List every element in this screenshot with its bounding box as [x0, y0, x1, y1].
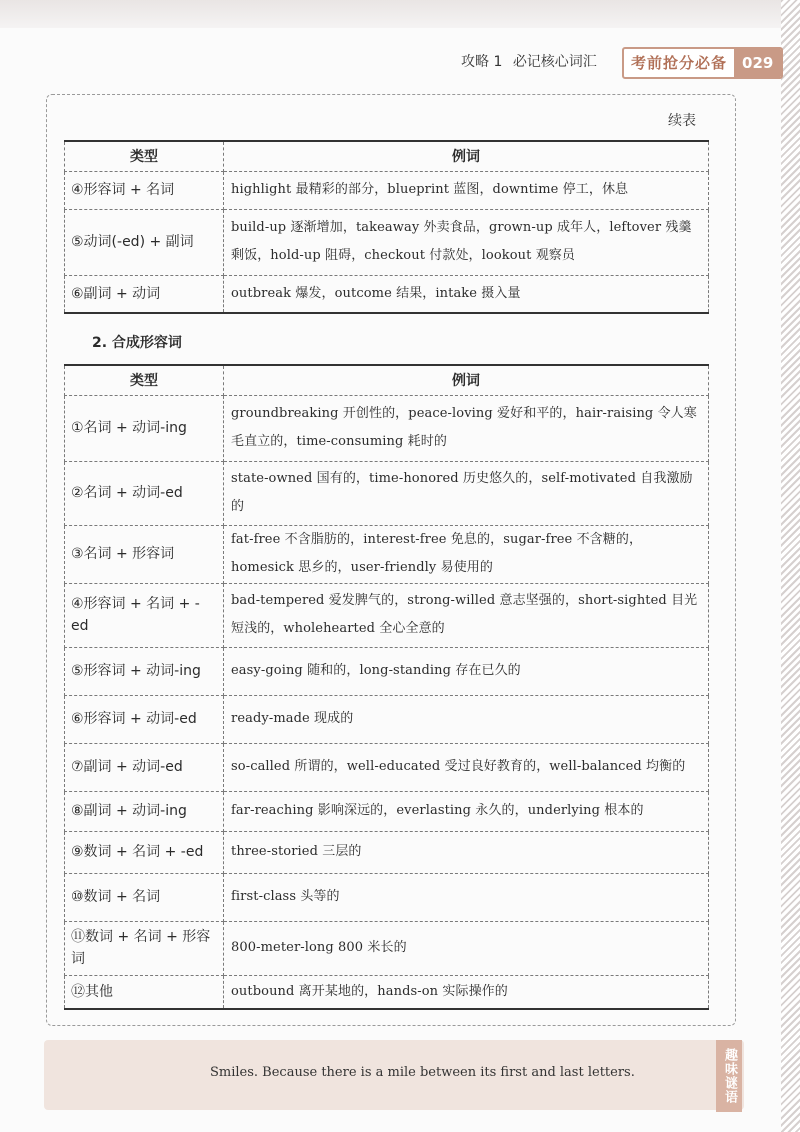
row-examples: far-reaching 影响深远的，everlasting 永久的，underlying 根本的: [224, 791, 709, 831]
row-examples: three-storied 三层的: [224, 831, 709, 873]
table-compound-nouns-continued: [64, 140, 709, 314]
row-type: ④形容词 + 名词 + -ed: [65, 583, 224, 647]
row-examples: easy-going 随和的，long-standing 存在已久的: [224, 647, 709, 695]
table-row: [65, 461, 709, 525]
row-type: ⑥副词 + 动词: [65, 275, 224, 313]
row-type: ①名词 + 动词-ing: [65, 395, 224, 461]
row-type: ⑪数词 + 名词 + 形容词: [65, 921, 224, 975]
table-row: [65, 209, 709, 275]
header-chapter: 攻略 1: [461, 54, 503, 70]
row-examples: outbound 离开某地的，hands-on 实际操作的: [224, 975, 709, 1009]
row-examples: first-class 头等的: [224, 873, 709, 921]
row-type: ⑨数词 + 名词 + -ed: [65, 831, 224, 873]
brand-tag: [622, 47, 783, 79]
page-number: 029: [734, 49, 781, 77]
row-examples: highlight 最精彩的部分，blueprint 蓝图，downtime 停工，休息: [224, 171, 709, 209]
table-row: [65, 695, 709, 743]
table-header-row: [65, 365, 709, 395]
table-row: [65, 171, 709, 209]
header-section: 必记核心词汇: [512, 54, 597, 70]
fun-riddle-tab: [716, 1040, 742, 1112]
header-breadcrumb: [461, 51, 603, 71]
fun-riddle-label: 趣味谜语: [722, 1048, 737, 1104]
edge-hatch: [781, 0, 800, 1132]
row-type: ⑫其他: [65, 975, 224, 1009]
table-row: [65, 873, 709, 921]
page-header: [0, 44, 800, 80]
table-row: [65, 921, 709, 975]
table-header-row: [65, 141, 709, 171]
row-type: ④形容词 + 名词: [65, 171, 224, 209]
row-examples: outbreak 爆发，outcome 结果，intake 摄入量: [224, 275, 709, 313]
row-type: ⑧副词 + 动词-ing: [65, 791, 224, 831]
table-compound-adjectives: [64, 364, 709, 1010]
row-examples: build-up 逐渐增加，takeaway 外卖食品，grown-up 成年人，leftover 残羹剩饭，hold-up 阻碍，checkout 付款处，lookout 观察员: [224, 209, 709, 275]
table-row: [65, 831, 709, 873]
header-type: 类型: [65, 141, 224, 171]
row-type: ②名词 + 动词-ed: [65, 461, 224, 525]
row-examples: ready-made 现成的: [224, 695, 709, 743]
table-row: [65, 395, 709, 461]
row-examples: state-owned 国有的，time-honored 历史悠久的，self-motivated 自我激励的: [224, 461, 709, 525]
header-type: 类型: [65, 365, 224, 395]
row-type: ⑥形容词 + 动词-ed: [65, 695, 224, 743]
table-row: [65, 791, 709, 831]
table-row: [65, 525, 709, 583]
header-examples: 例词: [224, 365, 709, 395]
table-row: [65, 975, 709, 1009]
table-row: [65, 275, 709, 313]
row-examples: bad-tempered 爱发脾气的，strong-willed 意志坚强的，short-sighted 目光短浅的，wholehearted 全心全意的: [224, 583, 709, 647]
row-examples: groundbreaking 开创性的，peace-loving 爱好和平的，hair-raising 令人寒毛直立的，time-consuming 耗时的: [224, 395, 709, 461]
row-examples: fat-free 不含脂肪的，interest-free 免息的，sugar-free 不含糖的，homesick 思乡的，user-friendly 易使用的: [224, 525, 709, 583]
table-row: [65, 647, 709, 695]
row-type: ⑦副词 + 动词-ed: [65, 743, 224, 791]
table-row: [65, 743, 709, 791]
row-type: ⑤形容词 + 动词-ing: [65, 647, 224, 695]
footer-joke: Smiles. Because there is a mile between its first and last letters.: [210, 1065, 635, 1080]
header-examples: 例词: [224, 141, 709, 171]
table-row: [65, 583, 709, 647]
row-type: ⑩数词 + 名词: [65, 873, 224, 921]
row-type: ⑤动词(-ed) + 副词: [65, 209, 224, 275]
continued-label: 续表: [668, 113, 696, 129]
top-band: [0, 0, 800, 28]
row-examples: 800-meter-long 800 米长的: [224, 921, 709, 975]
row-type: ③名词 + 形容词: [65, 525, 224, 583]
brand-text: 考前抢分必备: [631, 54, 728, 72]
row-examples: so-called 所谓的，well-educated 受过良好教育的，well-balanced 均衡的: [224, 743, 709, 791]
section-title: 2. 合成形容词: [92, 335, 182, 351]
